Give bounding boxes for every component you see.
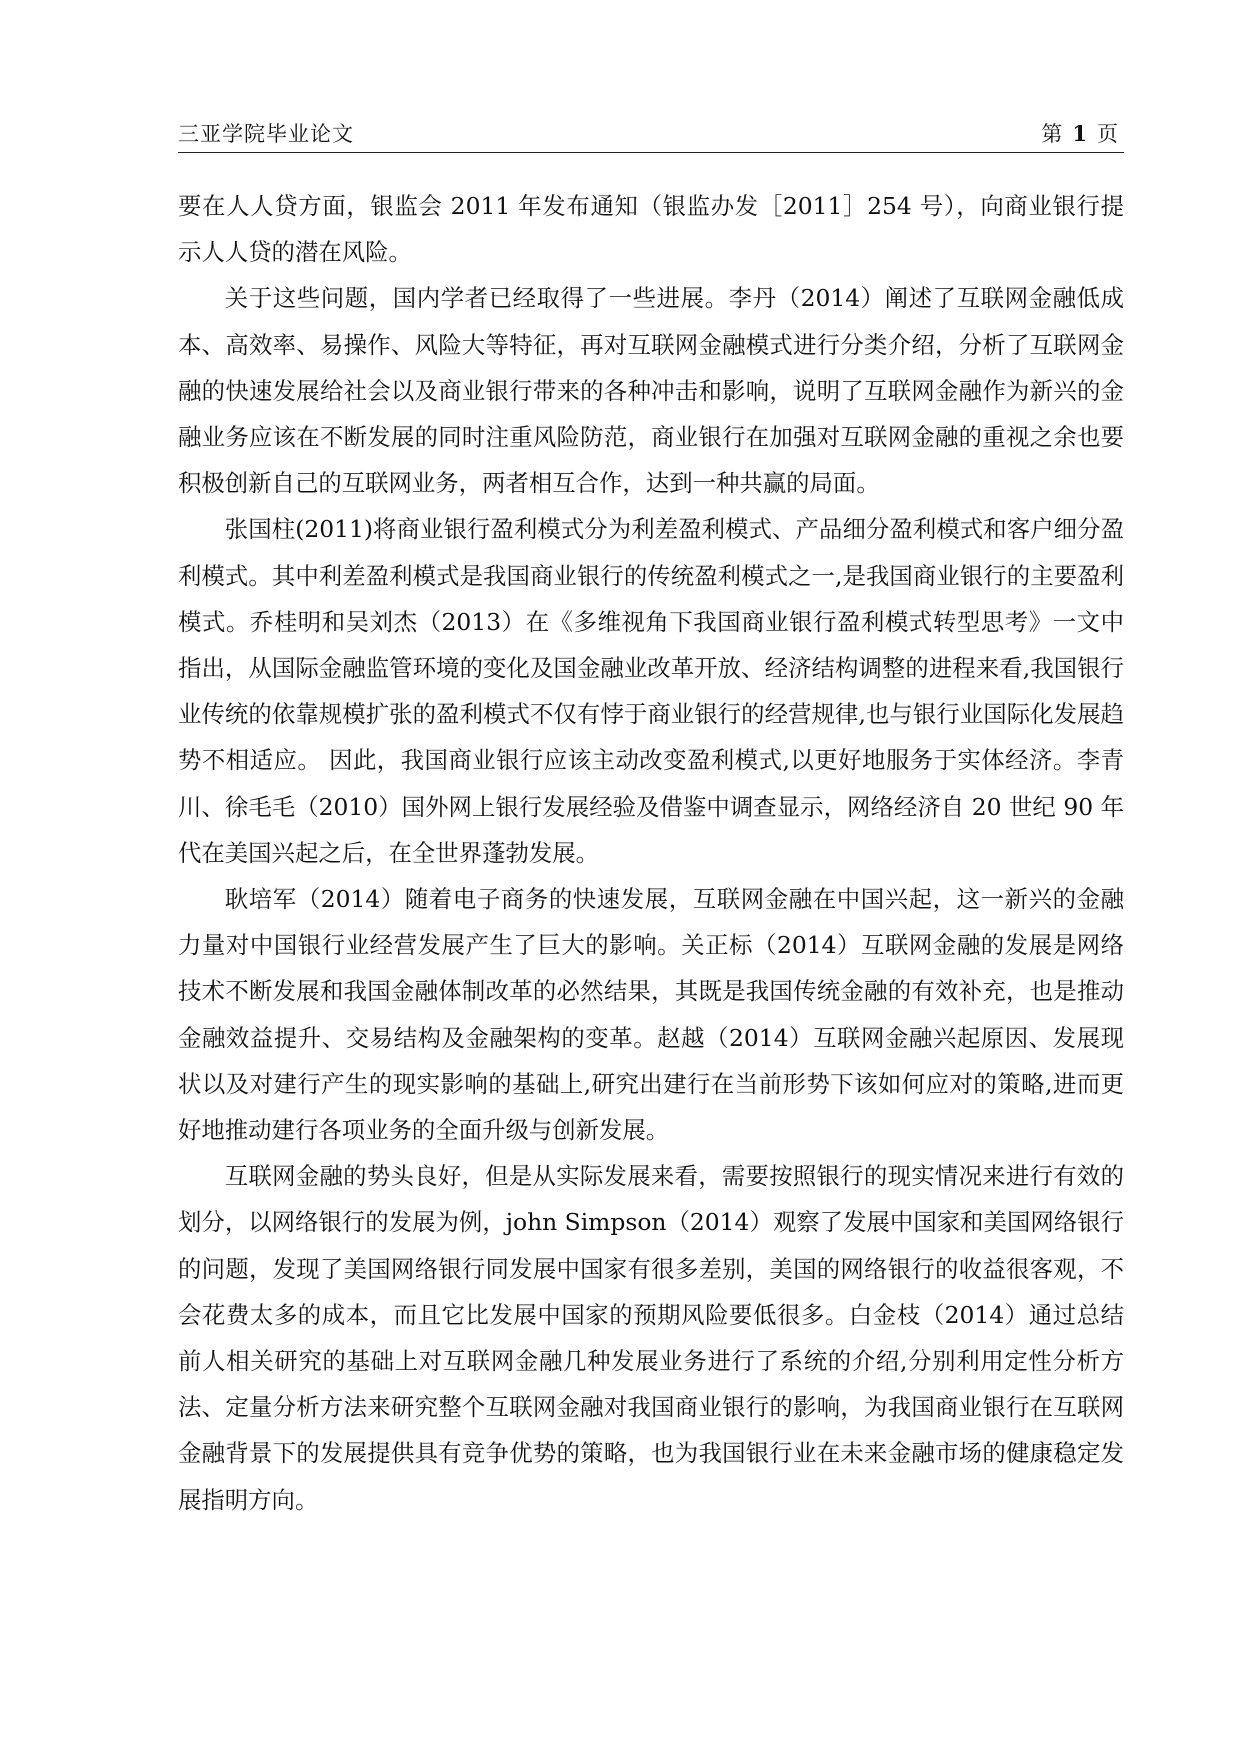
document-body: [178, 183, 1124, 1523]
header-title: 三亚学院毕业论文: [178, 122, 354, 146]
paragraph: 张国柱(2011)将商业银行盈利模式分为利差盈利模式、产品细分盈利模式和客户细分盈利模式。其中利差盈利模式是我国商业银行的传统盈利模式之一,是我国商业银行的主要盈利模式。乔桂明和吴刘杰（2013）在《多维视角下我国商业银行盈利模式转型思考》一文中指出，从国际金融监管环境的变化及国金融业改革开放、经济结构调整的进程来看,我国银行业传统的依靠规模扩张的盈利模式不仅有悖于商业银行的经营规律,也与银行业国际化发展趋势不相适应。 因此，我国商业银行应该主动改变盈利模式,以更好地服务于实体经济。李青川、徐毛毛（2010）国外网上银行发展经验及借鉴中调查显示，网络经济自 20 世纪 90 年代在美国兴起之后，在全世界蓬勃发展。: [178, 515, 1124, 867]
paragraph-continuation: 要在人人贷方面，银监会 2011 年发布通知（银监办发［2011］254 号），向商业银行提示人人贷的潜在风险。: [178, 192, 1124, 267]
page-number-prefix: 第: [1041, 122, 1063, 146]
paragraph: 互联网金融的势头良好，但是从实际发展来看，需要按照银行的现实情况来进行有效的划分，以网络银行的发展为例，john Simpson（2014）观察了发展中国家和美国网络银行的问题，发现了美国网络银行同发展中国家有很多差别，美国的网络银行的收益很客观，不会花费太多的成本，而且它比发展中国家的预期风险要低很多。白金枝（2014）通过总结前人相关研究的基础上对互联网金融几种发展业务进行了系统的介绍,分别利用定性分析方法、定量分析方法来研究整个互联网金融对我国商业银行的影响，为我国商业银行在互联网金融背景下的发展提供具有竞争优势的策略，也为我国银行业在未来金融市场的健康稳定发展指明方向。: [178, 1162, 1124, 1514]
paragraph: 关于这些问题，国内学者已经取得了一些进展。李丹（2014）阐述了互联网金融低成本、高效率、易操作、风险大等特征，再对互联网金融模式进行分类介绍，分析了互联网金融的快速发展给社会以及商业银行带来的各种冲击和影响，说明了互联网金融作为新兴的金融业务应该在不断发展的同时注重风险防范，商业银行在加强对互联网金融的重视之余也要积极创新自己的互联网业务，两者相互合作，达到一种共赢的局面。: [178, 284, 1124, 498]
paragraph: 耿培军（2014）随着电子商务的快速发展，互联网金融在中国兴起，这一新兴的金融力量对中国银行业经营发展产生了巨大的影响。关正标（2014）互联网金融的发展是网络技术不断发展和我国金融体制改革的必然结果，其既是我国传统金融的有效补充，也是推动金融效益提升、交易结构及金融架构的变革。赵越（2014）互联网金融兴起原因、发展现状以及对建行产生的现实影响的基础上,研究出建行在当前形势下该如何应对的策略,进而更好地推动建行各项业务的全面升级与创新发展。: [178, 885, 1124, 1145]
page-header: [178, 116, 1124, 153]
page-number-suffix: 页: [1097, 122, 1118, 146]
page-number-label: [1041, 118, 1118, 148]
page-number: 1: [1072, 121, 1087, 146]
